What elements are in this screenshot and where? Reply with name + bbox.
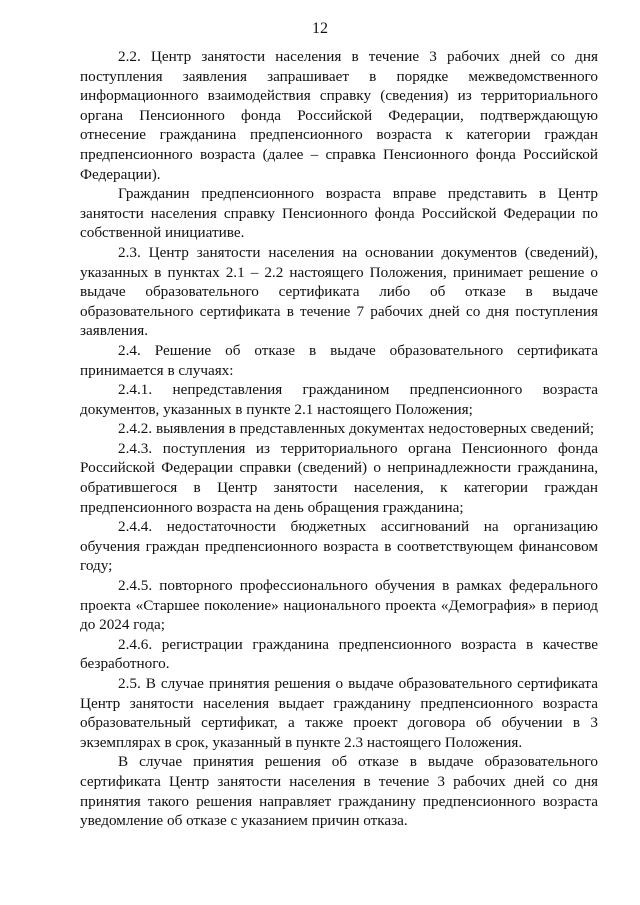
paragraph-2-4-2: 2.4.2. выявления в представленных документах недостоверных сведений;: [118, 420, 595, 438]
paragraph-2-3: 2.3. Центр занятости населения на основании документов (сведений), указанных в пунктах 2.1 – 2.2 настоящего Положения, принимает решение о выдаче образовательного сертификата либо об отказе в выдаче образовательного сертификата в течение 7 рабочих дней со дня поступления заявления.: [80, 243, 598, 340]
paragraph-right-to-submit: Гражданин предпенсионного возраста вправе представить в Центр занятости населения справку Пенсионного фонда Российской Федерации по собственной инициативе.: [80, 185, 598, 242]
paragraph-2-4-4: 2.4.4. недостаточности бюджетных ассигнований на организацию обучения граждан предпенсионного возраста в соответствующем финансовом году;: [80, 518, 598, 575]
paragraph-2-4-3: 2.4.3. поступления из территориального органа Пенсионного фонда Российской Федерации справки (сведений) о непринадлежности гражданина, обратившегося в Центр занятости населения, к категории граждан предпенсионного возраста на день обращения гражданина;: [80, 439, 598, 516]
paragraph-refusal-notice: В случае принятия решения об отказе в выдаче образовательного сертификата Центр занятости населения в течение 3 рабочих дней со дня принятия такого решения направляет гражданину предпенсионного возраста уведомление об отказе с указанием причин отказа.: [80, 753, 598, 830]
paragraph-2-4-6: 2.4.6. регистрации гражданина предпенсионного возраста в качестве безработного.: [80, 635, 598, 673]
paragraph-2-5: 2.5. В случае принятия решения о выдаче образовательного сертификата Центр занятости населения выдает гражданину предпенсионного возраста образовательный сертификат, а также проект договора об обучении в 3 экземплярах в срок, указанный в пункте 2.3 настоящего Положения.: [80, 675, 598, 751]
document-body: [80, 47, 598, 831]
paragraph-2-2: 2.2. Центр занятости населения в течение 3 рабочих дней со дня поступления заявления запрашивает в порядке межведомственного информационного взаимодействия справку (сведения) из территориального органа Пенсионного фонда Российской Федерации, подтверждающую отнесение гражданина предпенсионного возраста к категории граждан предпенсионного возраста (далее – справка Пенсионного фонда Российской Федерации).: [80, 48, 598, 183]
paragraph-2-4-1: 2.4.1. непредставления гражданином предпенсионного возраста документов, указанных в пункте 2.1 настоящего Положения;: [80, 381, 598, 418]
page-number: 12: [312, 20, 328, 37]
paragraph-2-4-5: 2.4.5. повторного профессионального обучения в рамках федерального проекта «Старшее поколение» национального проекта «Демография» в период до 2024 года;: [80, 577, 598, 634]
paragraph-2-4: 2.4. Решение об отказе в выдаче образовательного сертификата принимается в случаях:: [80, 341, 598, 379]
